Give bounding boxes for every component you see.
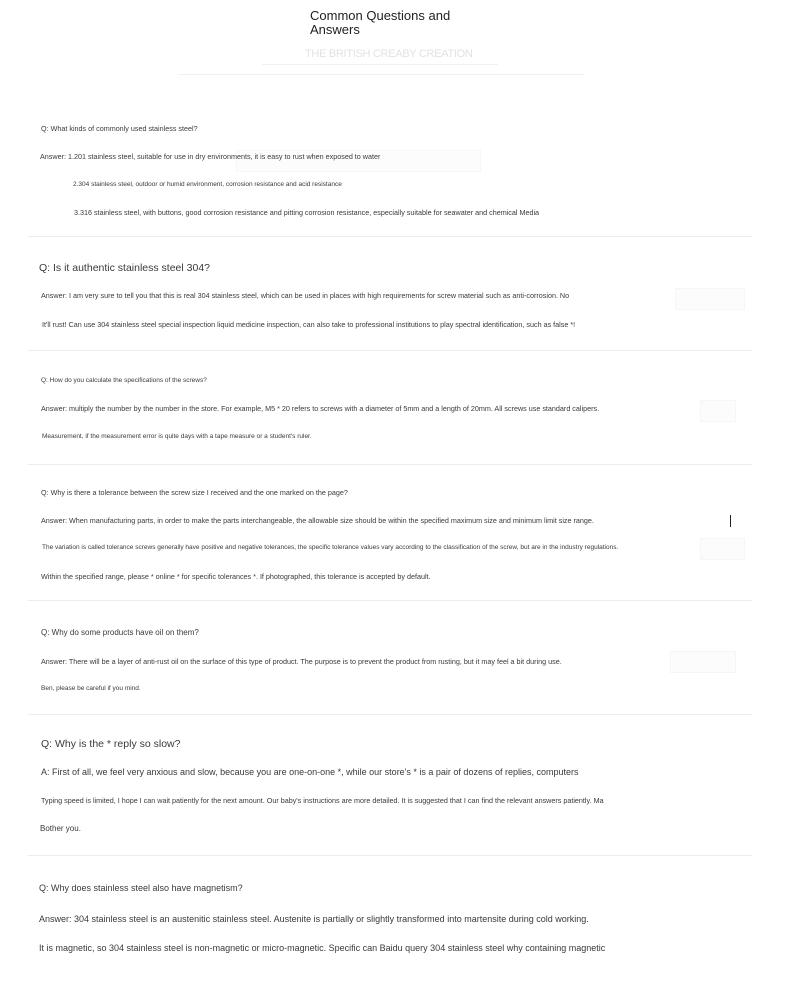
brand-watermark: THE BRITISH CREABY CREATION [305,48,473,60]
faq-answer-line: Within the specified range, please * online * for specific tolerances *. If photographed, this tolerance is accepted by default. [41,572,431,581]
faq-answer-line: It is magnetic, so 304 stainless steel is non-magnetic or micro-magnetic. Specific can Baidu query 304 stainless steel why containing magnetic [39,943,606,953]
faq-answer-line: It'll rust! Can use 304 stainless steel special inspection liquid medicine inspection, can also take to professional institutions to play spectral identification, such as false *! [42,320,576,329]
faq-answer-line: Answer: I am very sure to tell you that this is real 304 stainless steel, which can be used in places with high requirements for screw material such as anti-corrosion. No [41,291,570,300]
faq-question: Q: Is it authentic stainless steel 304? [39,262,211,274]
faint-box [675,288,745,310]
section-divider [28,855,752,856]
faq-question: Q: What kinds of commonly used stainless steel? [41,124,198,133]
faq-question: Q: How do you calculate the specifications of the screws? [41,377,207,384]
faq-answer-line: Typing speed is limited, I hope I can wait patiently for the next amount. Our baby's instructions are more detailed. It is suggested that I can find the relevant answers patiently. Ma [41,796,604,805]
faq-answer-line: Answer: When manufacturing parts, in order to make the parts interchangeable, the allowable size should be within the specified maximum size and minimum limit size range. [41,516,594,525]
faq-answer-line: Answer: 1.201 stainless steel, suitable for use in dry environments, it is easy to rust when exposed to water [40,152,381,161]
section-divider [28,714,752,715]
faq-answer-line: Answer: multiply the number by the number in the store. For example, M5 * 20 refers to screws with a diameter of 5mm and a length of 20mm. All screws use standard calipers. [41,404,600,413]
section-divider [28,236,752,237]
section-divider [28,600,752,601]
page-title: Common Questions and Answers [310,8,451,37]
watermark-rule [262,64,498,65]
faq-answer-line: A: First of all, we feel very anxious and slow, because you are one-on-one *, while our store's * is a pair of dozens of replies, computers [41,767,579,777]
faq-answer-line: 3.316 stainless steel, with buttons, good corrosion resistance and pitting corrosion resistance, especially suitable for seawater and chemical Media [74,208,540,217]
section-divider [28,464,752,465]
faint-box [670,651,736,673]
faq-answer-line: The variation is called tolerance screws generally have positive and negative tolerances, the specific tolerance values vary according to the classification of the screw, but are in the industry regulations. [42,544,619,551]
faq-answer-line: Answer: 304 stainless steel is an austenitic stainless steel. Austenite is partially or slightly transformed into martensite during cold working. [39,914,589,924]
faq-answer-line: Bother you. [40,824,81,833]
text-cursor [730,515,731,527]
faq-question: Q: Why is the * reply so slow? [41,738,181,750]
section-divider [28,350,752,351]
faint-box [700,400,736,422]
faq-answer-line: Measurement, if the measurement error is quite days with a tape measure or a student's ruler. [42,433,312,440]
faq-answer-line: Answer: There will be a layer of anti-rust oil on the surface of this type of product. The purpose is to prevent the product from rusting, but it may feel a bit during use. [41,657,562,666]
faq-answer-line: 2.304 stainless steel, outdoor or humid environment, corrosion resistance and acid resistance [73,181,342,188]
faq-answer-line: Ben, please be careful if you mind. [41,685,141,692]
watermark-rule [178,74,584,75]
faint-box [700,538,745,560]
faq-question: Q: Why do some products have oil on them? [41,628,199,637]
faq-question: Q: Why does stainless steel also have magnetism? [39,883,243,893]
faq-question: Q: Why is there a tolerance between the screw size I received and the one marked on the page? [41,488,348,497]
